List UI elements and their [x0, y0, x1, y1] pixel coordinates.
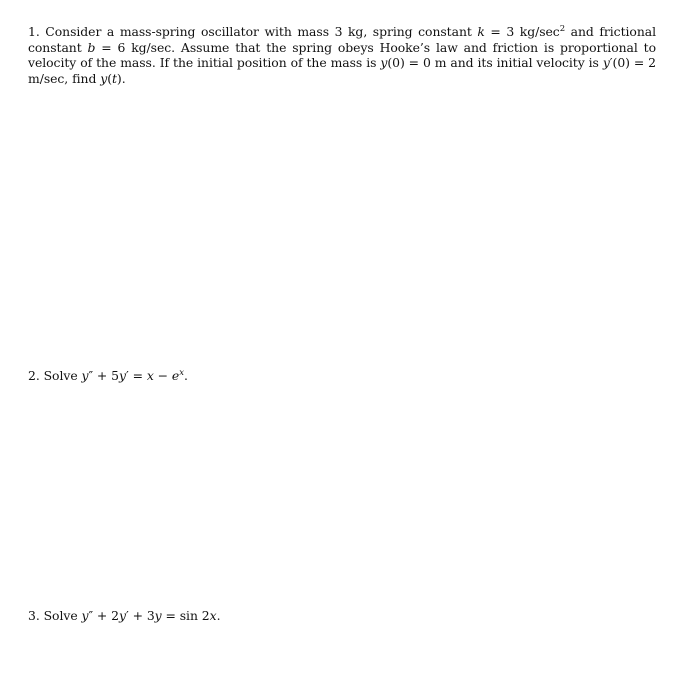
- statement-text: and frictional constant: [28, 24, 657, 55]
- problem-statement: [40, 608, 221, 623]
- statement-text: ).: [116, 70, 126, 86]
- math-variable: y: [119, 608, 126, 623]
- statement-text: (0) = 0 m and its initial velocity is: [387, 55, 603, 70]
- statement-text: .: [183, 368, 188, 383]
- math-variable: y: [154, 608, 162, 623]
- problem-number: 3.: [28, 608, 40, 623]
- problem-number: 1.: [28, 24, 40, 39]
- math-variable: y: [81, 608, 89, 623]
- superscript: x: [179, 368, 184, 378]
- statement-text: ″ + 5: [88, 368, 119, 383]
- statement-text: = 6 kg/sec. Assume that the spring obeys Hooke’s law and friction is proportional to velocity of the mass. If the initial position of the mass is: [28, 39, 656, 70]
- problem-statement: [28, 24, 656, 86]
- math-variable: y: [100, 70, 108, 86]
- problem-statement: [40, 368, 188, 383]
- math-variable: k: [477, 24, 485, 39]
- statement-text: = 3 kg/sec: [484, 24, 560, 39]
- statement-text: = sin 2: [161, 608, 210, 623]
- problem-2: [28, 368, 428, 384]
- statement-text: (: [107, 70, 112, 86]
- statement-text: ′ =: [125, 368, 147, 383]
- math-variable: t: [111, 70, 117, 86]
- superscript: 2: [559, 24, 566, 34]
- math-variable: e: [171, 368, 180, 383]
- math-variable: y: [81, 368, 89, 383]
- statement-text: ′(0) = 2 m/sec, find: [28, 55, 657, 86]
- problem-number: 2.: [28, 368, 40, 383]
- statement-text: Consider a mass-spring oscillator with mass 3 kg, spring constant: [39, 24, 478, 39]
- math-variable: b: [87, 39, 96, 55]
- math-variable: x: [209, 608, 217, 623]
- problem-1: [28, 24, 656, 86]
- statement-text: ′ + 3: [125, 608, 155, 623]
- math-variable: y: [119, 368, 126, 383]
- math-variable: x: [146, 368, 154, 383]
- statement-text: −: [153, 368, 172, 383]
- problem-3: [28, 608, 428, 624]
- math-variable: y: [380, 55, 388, 70]
- statement-text: Solve: [39, 608, 82, 623]
- math-variable: y: [602, 55, 610, 70]
- statement-text: Solve: [39, 368, 82, 383]
- statement-text: ″ + 2: [88, 608, 119, 623]
- statement-text: .: [216, 608, 221, 623]
